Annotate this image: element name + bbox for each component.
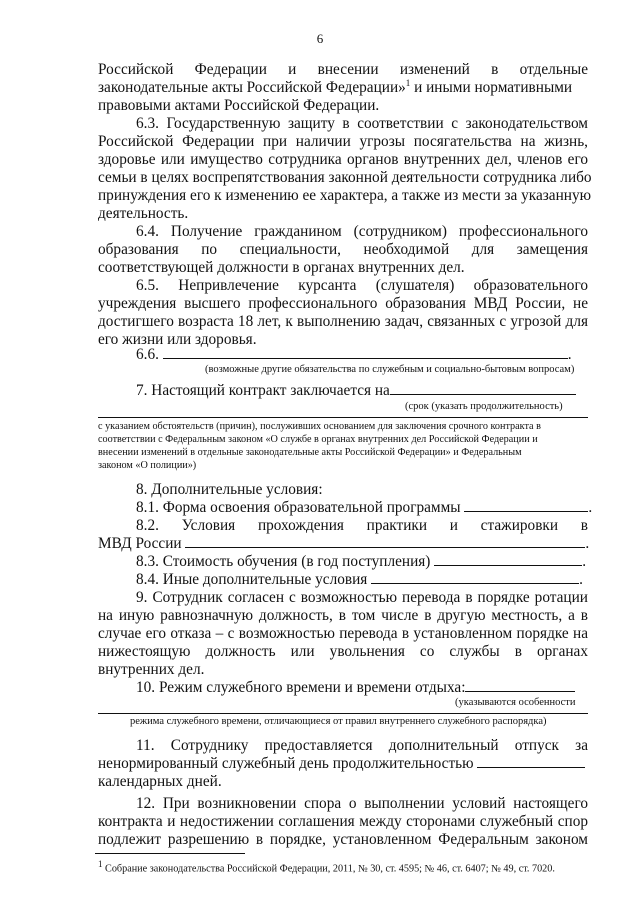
field-caption: (указываются особенности [455,697,576,708]
footnote-separator [95,853,245,854]
fill-in-line[interactable] [390,382,576,395]
footnote-number: 1 [98,859,103,869]
clause-6-4-line: соответствующей должности в органах внутренних дел. [98,259,465,276]
clause-8-2-line: МВД России . [98,535,590,552]
clause-6-6: 6.6. . [136,346,572,363]
clause-8-4: 8.4. Иные дополнительные условия . [136,571,583,588]
field-caption: (возможные другие обязательства по служебным и социально-бытовым вопросам) [205,364,575,375]
page-number: 6 [316,31,324,46]
footnote-mark: 1 [405,77,411,88]
clause-9-line: 9. Сотрудник согласен с возможностью перевода в порядке ротации [136,589,588,606]
paragraph-line: правовыми актами Российской Федерации. [98,97,380,114]
clause-6-3-line: семьи в целях воспрепятствования законной деятельности сотрудника либо [98,169,592,186]
clause-6-5-line: его жизни или здоровья. [98,331,257,348]
fill-in-line[interactable] [163,346,568,359]
paragraph-line: законодательные акты Российской Федерации»$^1$ и иными нормативными [98,77,573,96]
clause-8-1: 8.1. Форма освоения образовательной программы . [136,499,593,516]
section-8-title: 8. Дополнительные условия: [136,481,323,498]
clause-6-3-line: здоровье или имущество сотрудника органов внутренних дел, членов его [98,151,588,168]
clause-7-note: с указанием обстоятельств (причин), послуживших основанием для заключения срочного контракта в [98,421,541,432]
clause-7: 7. Настоящий контракт заключается на [136,382,576,400]
clause-10: 10. Режим служебного времени и времени отдыха: [136,679,575,697]
clause-9-line: на иную равнозначную должность, в том числе в другую местность, а в [98,607,588,624]
field-caption: режима служебного времени, отличающиеся от правил внутреннего служебного распорядка) [130,716,547,727]
clause-6-3-line: принуждения его к изменению ее характера, а также из мести за указанную [98,187,592,204]
fill-in-line[interactable] [464,499,588,512]
clause-9-line: случае его отказа – с возможностью перевода в установленном порядке на [98,625,588,642]
clause-11-line: ненормированный служебный день продолжительностью [98,755,585,773]
clause-6-5-line: учреждения высшего профессионального образования МВД России, не [98,295,588,312]
clause-9-line: внутренних дел. [98,661,205,678]
clause-9-line: нижестоящую должность или увольнения со службы в органах [98,643,588,660]
fill-in-line[interactable] [98,417,588,418]
clause-7-note: соответствии с Федеральным законом «О службе в органах внутренних дел Российской Федерации и [98,434,538,445]
footnote-text: Собрание законодательства Российской Федерации, 2011, № 30, ст. 4595; № 46, ст. 6407; № 49, ст. 7020. [105,863,555,875]
clause-6-3-line: деятельность. [98,205,189,222]
field-caption: (срок (указать продолжительность) [405,401,563,412]
clause-11-line: 11. Сотруднику предоставляется дополнительный отпуск за [136,737,588,754]
clause-12-line: подлежит разрешению в порядке, установленном Федеральным законом [98,831,588,848]
clause-11-line: календарных дней. [98,773,222,790]
fill-in-line[interactable] [434,553,582,566]
clause-8-2-line: 8.2. Условия прохождения практики и стажировки в [136,517,588,534]
clause-6-4-line: образования по специальности, необходимой для замещения [98,241,588,258]
clause-6-5-line: достигшего возраста 18 лет, к выполнению задач, связанных с угрозой для [98,313,588,330]
fill-in-line[interactable] [371,571,579,584]
clause-6-3-line: Российской Федерации при наличии угрозы посягательства на жизнь, [98,133,588,150]
clause-12-line: 12. При возникновении спора о выполнении условий настоящего [136,795,588,812]
clause-6-3-line: 6.3. Государственную защиту в соответствии с законодательством [136,115,588,132]
fill-in-line[interactable] [465,679,575,692]
clause-6-4-line: 6.4. Получение гражданином (сотрудником) профессионального [136,223,588,240]
paragraph-line: Российской Федерации и внесении изменений в отдельные [98,61,588,78]
clause-7-note: внесении изменений в отдельные законодательные акты Российской Федерации» и Федеральным [98,447,522,458]
clause-6-5-line: 6.5. Непривлечение курсанта (слушателя) образовательного [136,277,588,294]
footnote [98,858,555,875]
clause-12-line: контракта и недостижении соглашения между сторонами служебный спор [98,813,588,830]
clause-7-note: законом «О полиции») [98,460,197,471]
fill-in-line[interactable] [98,713,588,714]
fill-in-line[interactable] [185,535,585,548]
fill-in-line[interactable] [477,755,585,768]
clause-8-3: 8.3. Стоимость обучения (в год поступления) . [136,553,587,570]
